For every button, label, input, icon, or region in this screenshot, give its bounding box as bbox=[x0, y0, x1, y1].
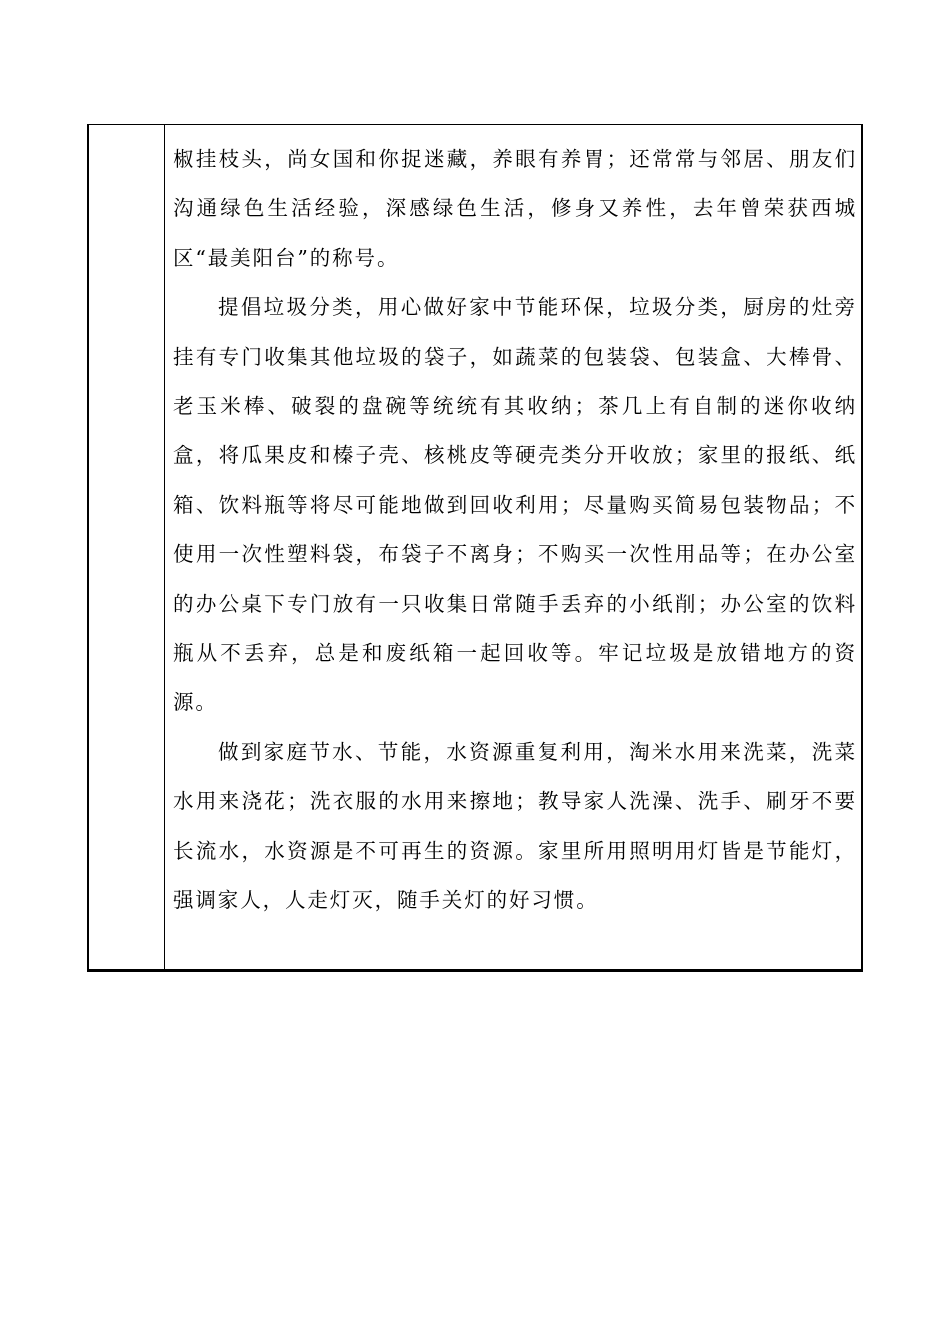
paragraph-garbage-sorting: 提倡垃圾分类，用心做好家中节能环保，垃圾分类，厨房的灶旁挂有专门收集其他垃圾的袋子，如蔬菜的包装袋、包装盒、大棒骨、老玉米棒、破裂的盘碗等统统有其收纳；茶几上有自制的迷你收纳盒，将瓜果皮和榛子壳、核桃皮等硬壳类分开收放；家里的报纸、纸箱、饮料瓶等将尽可能地做到回收利用；尽量购买简易包装物品；不使用一次性塑料袋，布袋子不离身；不购买一次性用品等；在办公室的办公桌下专门放有一只收集日常随手丢弃的小纸削；办公室的饮料瓶从不丢弃，总是和废纸箱一起回收等。牢记垃圾是放错地方的资源。 bbox=[173, 295, 857, 715]
document-table bbox=[87, 124, 863, 972]
table-label-cell bbox=[89, 125, 164, 969]
column-divider bbox=[164, 125, 165, 969]
paragraph-water-energy-saving: 做到家庭节水、节能，水资源重复利用，淘米水用来洗菜，洗菜水用来浇花；洗衣服的水用来擦地；教导家人洗澡、洗手、刷牙不要长流水，水资源是不可再生的资源。家里所用照明用灯皆是节能灯，强调家人，人走灯灭，随手关灯的好习惯。 bbox=[173, 739, 857, 913]
table-content-cell bbox=[173, 135, 857, 926]
paragraph-green-life: 椒挂枝头，尚女国和你捉迷藏，养眼有养胃；还常常与邻居、朋友们沟通绿色生活经验，深感绿色生活，修身又养性，去年曾荣获西城区“最美阳台”的称号。 bbox=[173, 147, 857, 270]
